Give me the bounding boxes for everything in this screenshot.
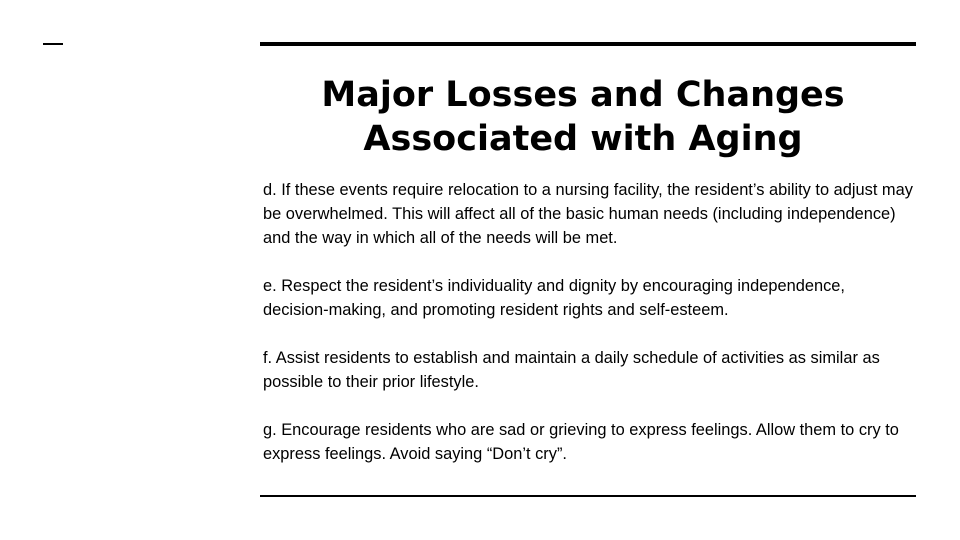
paragraph-d: d. If these events require relocation to a nursing facility, the resident’s ability to adjust may be overwhelmed. This will affect all of the basic human needs (including independence) and the way in which all of the needs will be met.: [263, 181, 913, 247]
slide-title: Major Losses and Changes Associated with Aging: [321, 75, 845, 159]
top-divider-rule: [260, 42, 916, 46]
bottom-divider-rule: [260, 495, 916, 497]
paragraph-f: f. Assist residents to establish and maintain a daily schedule of activities as similar as possible to their prior lifestyle.: [263, 349, 880, 391]
paragraph-g: g. Encourage residents who are sad or grieving to express feelings. Allow them to cry to express feelings. Avoid saying “Don’t cry”.: [263, 421, 899, 463]
corner-dash-accent: [43, 43, 63, 45]
paragraph-e: e. Respect the resident’s individuality and dignity by encouraging independence, decision-making, and promoting resident rights and self-esteem.: [263, 277, 845, 319]
slide-body: [263, 178, 913, 490]
